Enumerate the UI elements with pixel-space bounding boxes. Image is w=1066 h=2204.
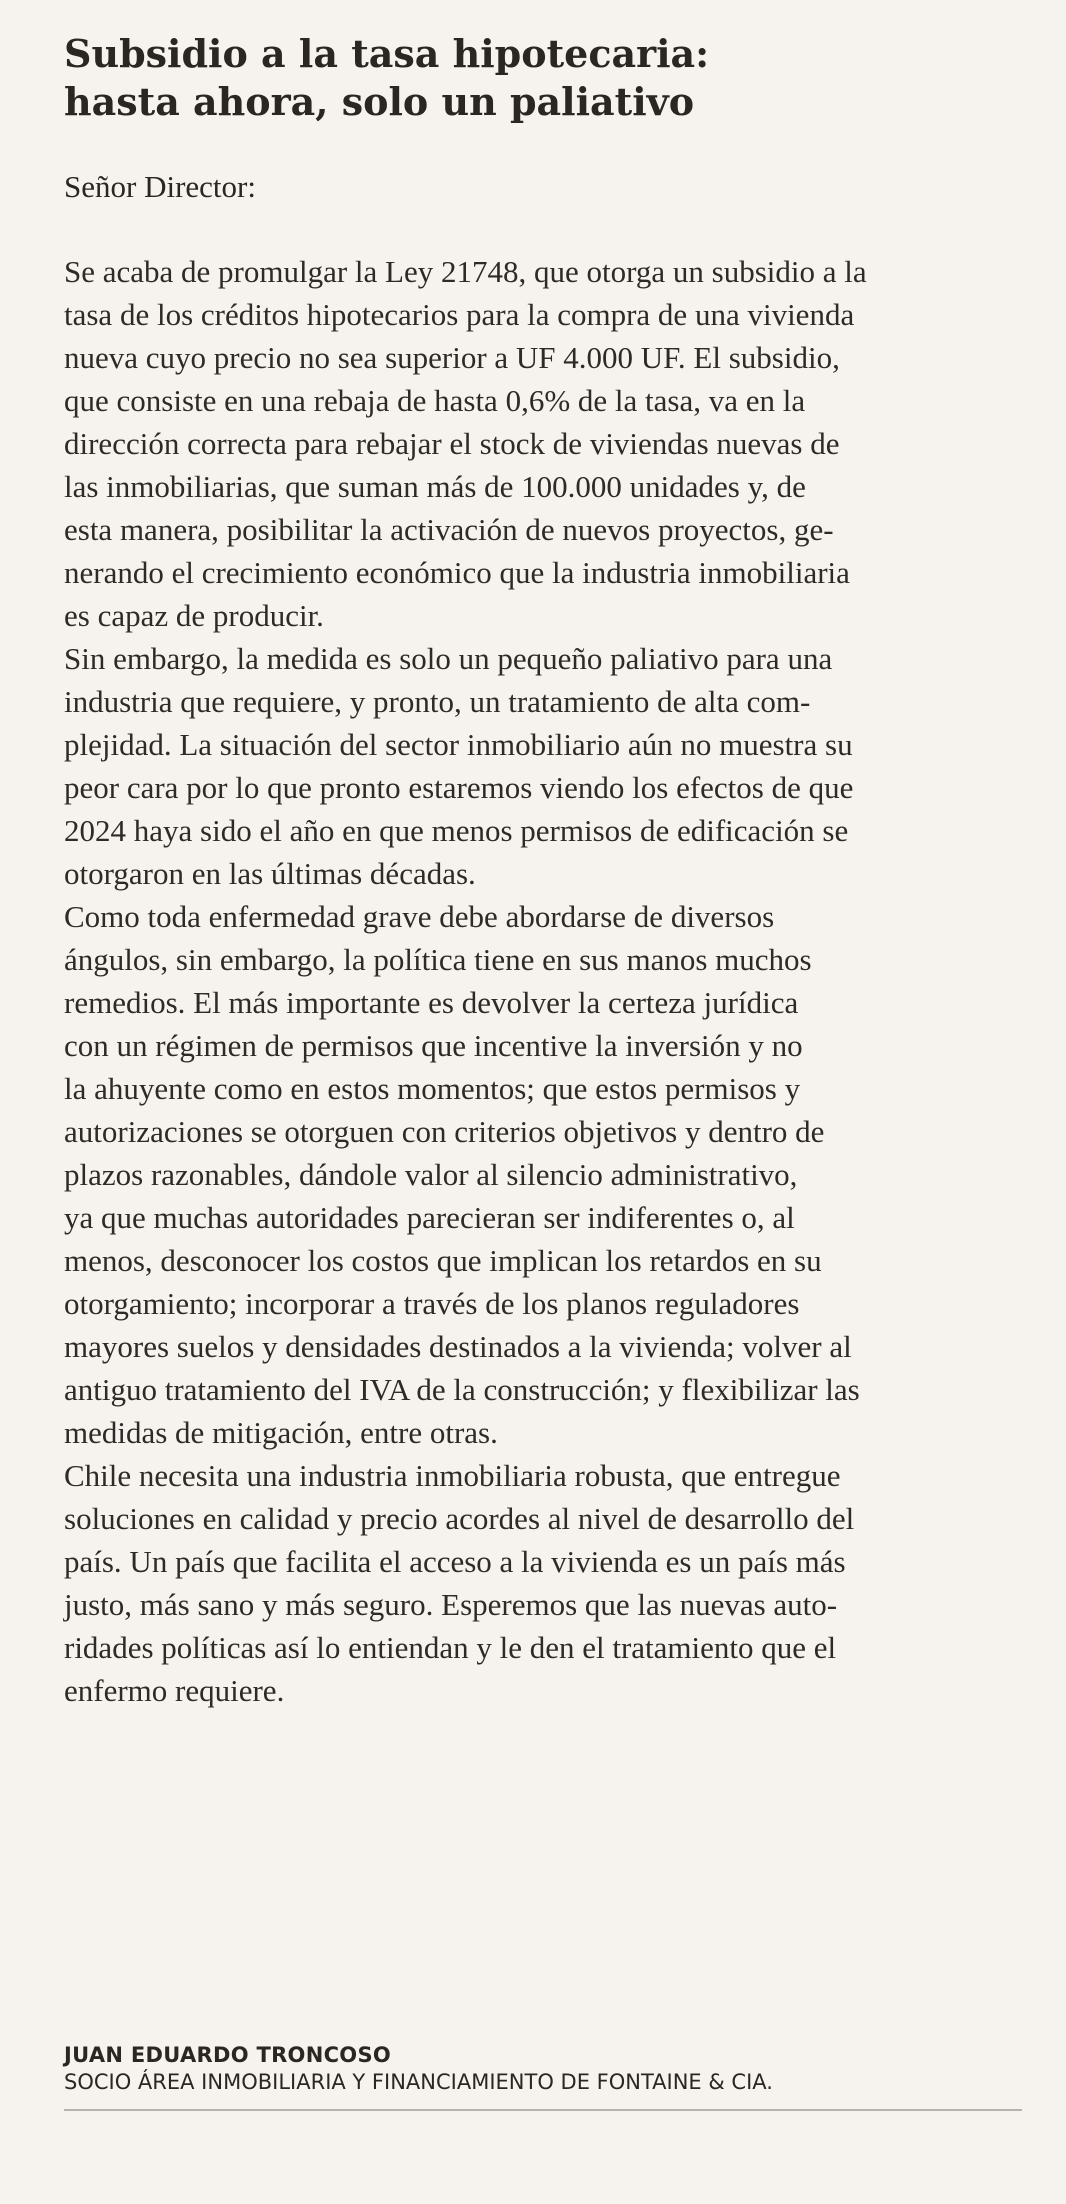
text-line: que consiste en una rebaja de hasta 0,6% de la tasa, va en la	[64, 383, 806, 418]
text-line: las inmobiliarias, que suman más de 100.000 unidades y, de	[64, 469, 806, 504]
text-line: ángulos, sin embargo, la política tiene en sus manos muchos	[64, 942, 812, 977]
text-line: tasa de los créditos hipotecarios para la compra de una vivienda	[64, 297, 855, 332]
text-line: otorgamiento; incorporar a través de los planos reguladores	[64, 1286, 800, 1321]
text-line: remedios. El más importante es devolver la certeza jurídica	[64, 985, 799, 1020]
paragraph-1	[64, 250, 1024, 637]
text-line: es capaz de producir.	[64, 598, 324, 633]
author-role: SOCIO ÁREA INMOBILIARIA Y FINANCIAMIENTO DE FONTAINE & CIA.	[64, 2070, 773, 2094]
text-line: país. Un país que facilita el acceso a la vivienda es un país más	[64, 1544, 846, 1579]
text-line: la ahuyente como en estos momentos; que estos permisos y	[64, 1071, 801, 1106]
text-line: Se acaba de promulgar la Ley 21748, que otorga un subsidio a la	[64, 254, 867, 289]
text-line: otorgaron en las últimas décadas.	[64, 856, 476, 891]
text-line: antiguo tratamiento del IVA de la construcción; y flexibilizar las	[64, 1372, 860, 1407]
paragraph-3	[64, 895, 1024, 1454]
text-line: 2024 haya sido el año en que menos permisos de edificación se	[64, 813, 849, 848]
signature-block	[64, 2042, 1024, 2096]
text-line: soluciones en calidad y precio acordes al nivel de desarrollo del	[64, 1501, 855, 1536]
text-line: ridades políticas así lo entiendan y le den el tratamiento que el	[64, 1630, 837, 1665]
salutation: Señor Director:	[64, 169, 256, 204]
text-line: peor cara por lo que pronto estaremos viendo los efectos de que	[64, 770, 854, 805]
author-name: JUAN EDUARDO TRONCOSO	[64, 2043, 392, 2067]
text-line: mayores suelos y densidades destinados a la vivienda; volver al	[64, 1329, 852, 1364]
text-line: nerando el crecimiento económico que la industria inmobiliaria	[64, 555, 850, 590]
text-line: autorizaciones se otorguen con criterios objetivos y dentro de	[64, 1114, 825, 1149]
text-line: esta manera, posibilitar la activación de nuevos proyectos, ge-	[64, 512, 834, 547]
text-line: nueva cuyo precio no sea superior a UF 4.000 UF. El subsidio,	[64, 340, 840, 375]
text-line: industria que requiere, y pronto, un tratamiento de alta com-	[64, 684, 811, 719]
text-line: menos, desconocer los costos que implican los retardos en su	[64, 1243, 822, 1278]
text-line: Sin embargo, la medida es solo un pequeño paliativo para una	[64, 641, 833, 676]
text-line: medidas de mitigación, entre otras.	[64, 1415, 498, 1450]
letter-to-editor	[64, 30, 1024, 1712]
article-title	[64, 30, 1024, 126]
letter-body	[64, 250, 1024, 1712]
title-line: Subsidio a la tasa hipotecaria:	[64, 31, 710, 76]
text-line: Chile necesita una industria inmobiliaria robusta, que entregue	[64, 1458, 841, 1493]
text-line: justo, más sano y más seguro. Esperemos que las nuevas auto-	[64, 1587, 838, 1622]
text-line: con un régimen de permisos que incentive la inversión y no	[64, 1028, 803, 1063]
paragraph-2	[64, 637, 1024, 895]
text-line: enfermo requiere.	[64, 1673, 285, 1708]
bottom-divider	[64, 2109, 1022, 2111]
text-line: ya que muchas autoridades parecieran ser indiferentes o, al	[64, 1200, 795, 1235]
text-line: plazos razonables, dándole valor al silencio administrativo,	[64, 1157, 798, 1192]
text-line: dirección correcta para rebajar el stock de viviendas nuevas de	[64, 426, 840, 461]
text-line: plejidad. La situación del sector inmobiliario aún no muestra su	[64, 727, 853, 762]
paragraph-4	[64, 1454, 1024, 1712]
text-line: Como toda enfermedad grave debe abordarse de diversos	[64, 899, 775, 934]
title-line: hasta ahora, solo un paliativo	[64, 79, 695, 124]
